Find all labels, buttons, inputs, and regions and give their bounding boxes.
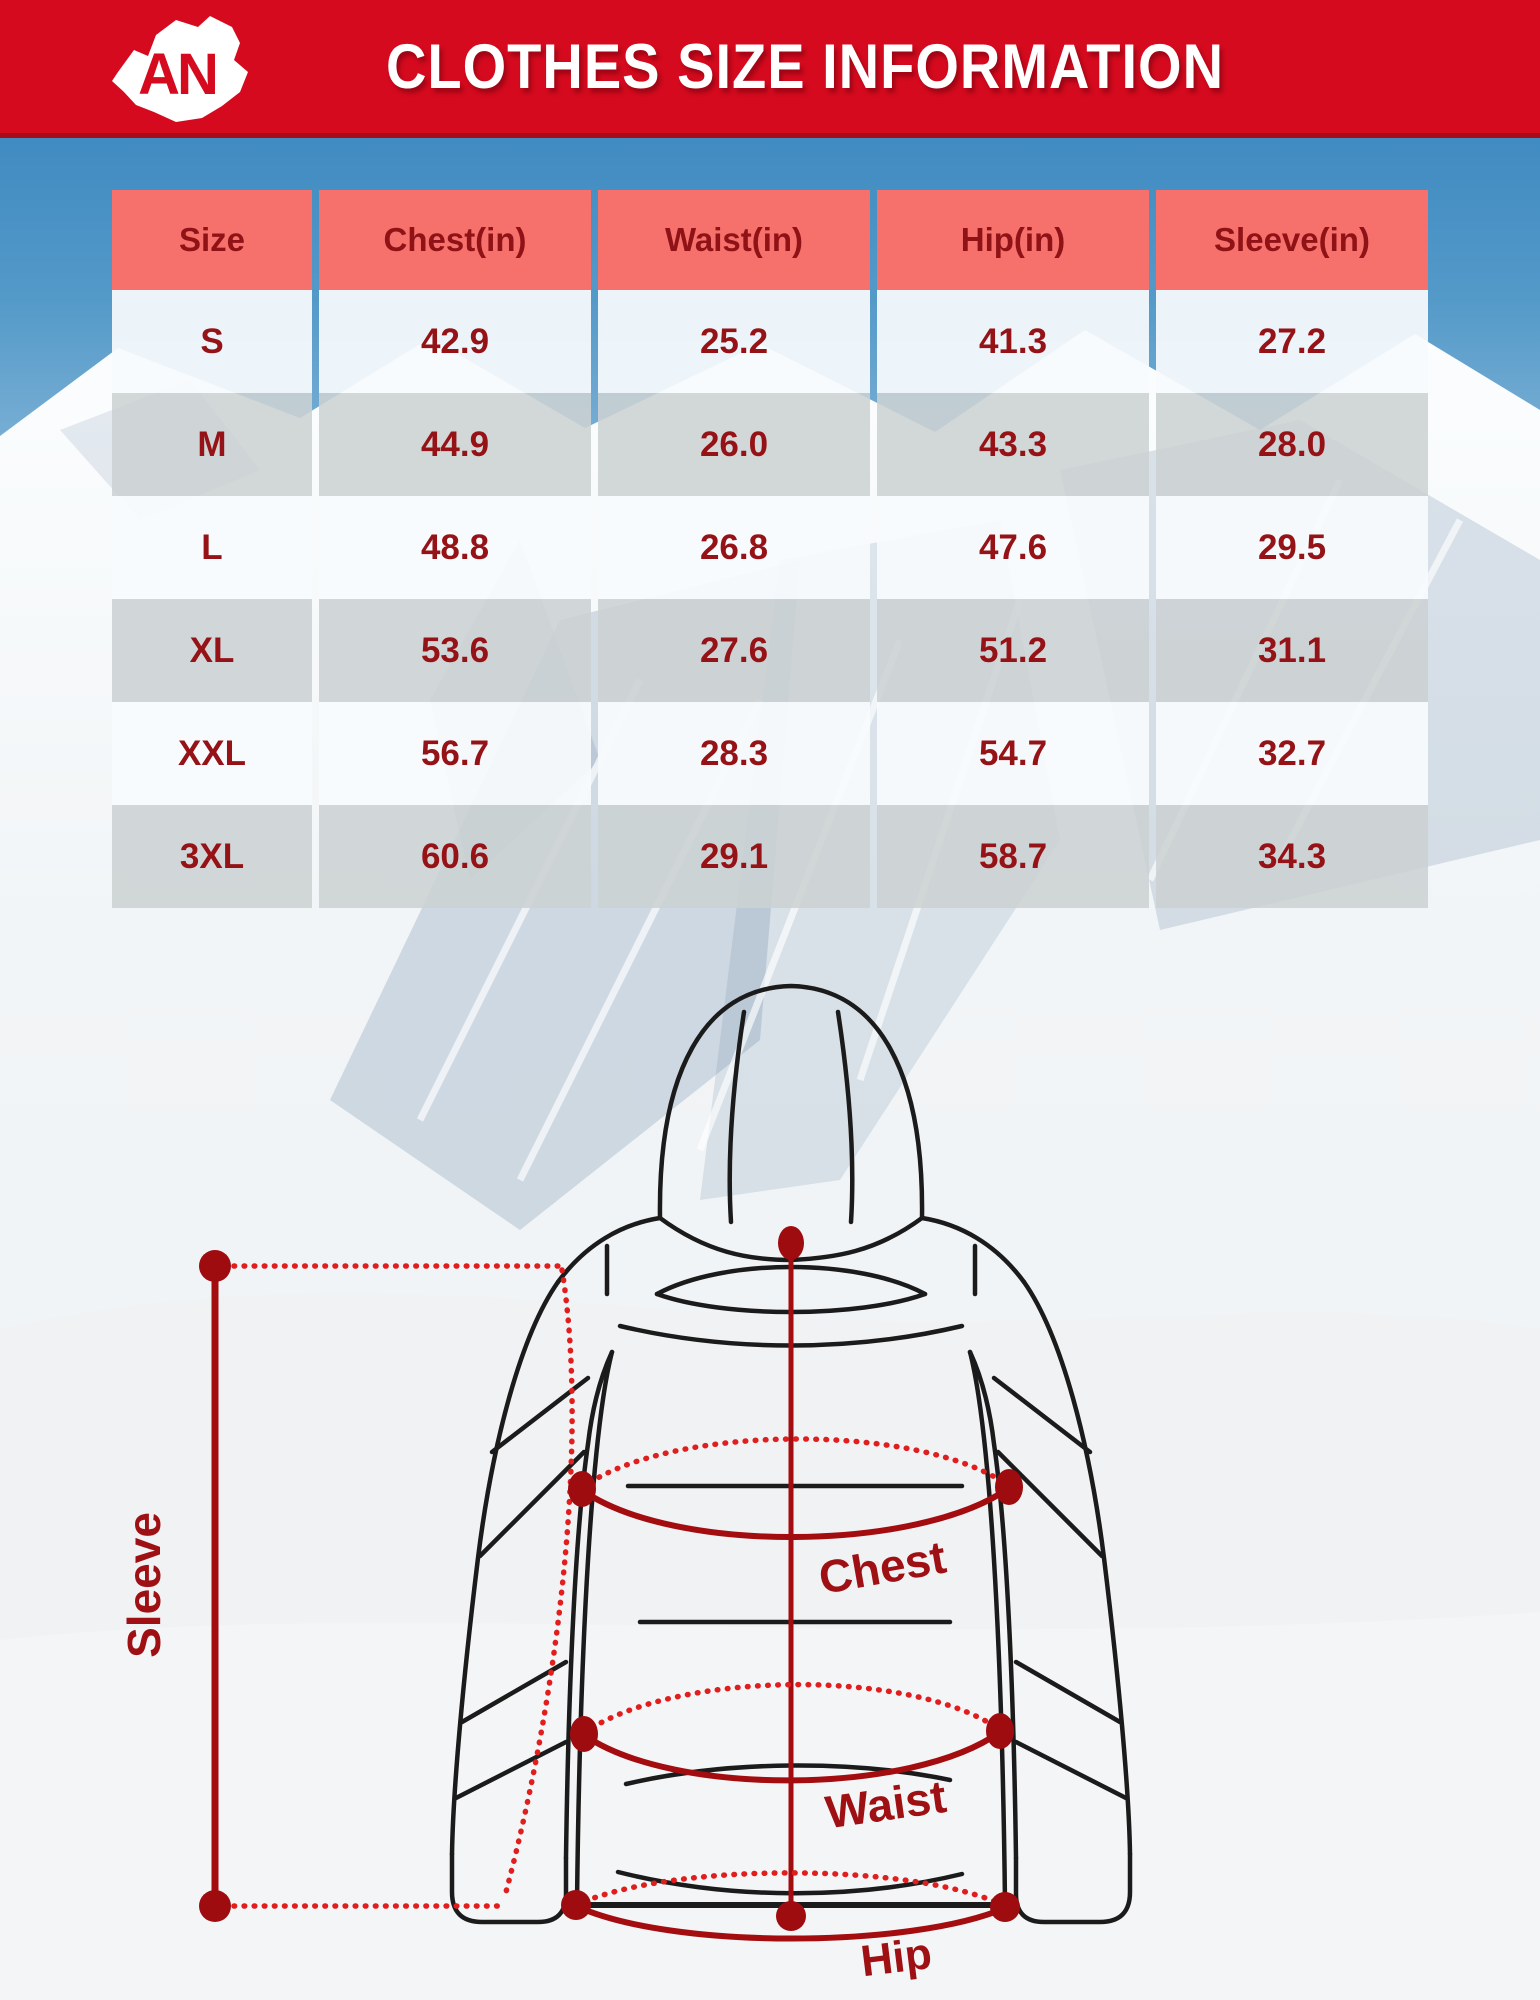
table-cell: 54.7 <box>877 702 1149 805</box>
size-cell: XXL <box>112 702 312 805</box>
table-cell: 47.6 <box>877 496 1149 599</box>
table-cell: 41.3 <box>877 290 1149 393</box>
column-header-sleeve-in: Sleeve(in) <box>1156 190 1428 290</box>
foreground-snow-light <box>0 1612 1540 2000</box>
size-cell: M <box>112 393 312 496</box>
page-title: CLOTHES SIZE INFORMATION <box>385 31 1225 102</box>
sleeve-label: Sleeve <box>118 1512 170 1658</box>
column-header-waist-in: Waist(in) <box>598 190 870 290</box>
logo-text: AN <box>138 42 216 107</box>
table-cell: 29.5 <box>1156 496 1428 599</box>
waist-label: Waist <box>822 1769 950 1839</box>
table-cell: 51.2 <box>877 599 1149 702</box>
size-cell: XL <box>112 599 312 702</box>
table-cell: 42.9 <box>319 290 591 393</box>
table-cell: 25.2 <box>598 290 870 393</box>
size-cell: L <box>112 496 312 599</box>
column-header-size: Size <box>112 190 312 290</box>
table-cell: 48.8 <box>319 496 591 599</box>
table-cell: 32.7 <box>1156 702 1428 805</box>
table-cell: 58.7 <box>877 805 1149 908</box>
table-cell: 53.6 <box>319 599 591 702</box>
table-cell: 27.2 <box>1156 290 1428 393</box>
column-header-hip-in: Hip(in) <box>877 190 1149 290</box>
hip-label: Hip <box>858 1928 935 1987</box>
table-cell: 26.8 <box>598 496 870 599</box>
table-cell: 27.6 <box>598 599 870 702</box>
table-cell: 44.9 <box>319 393 591 496</box>
chest-label: Chest <box>814 1530 950 1604</box>
table-cell: 26.0 <box>598 393 870 496</box>
size-cell: S <box>112 290 312 393</box>
table-cell: 43.3 <box>877 393 1149 496</box>
table-cell: 34.3 <box>1156 805 1428 908</box>
table-cell: 31.1 <box>1156 599 1428 702</box>
table-cell: 28.0 <box>1156 393 1428 496</box>
column-header-chest-in: Chest(in) <box>319 190 591 290</box>
size-table <box>112 190 1428 908</box>
table-cell: 28.3 <box>598 702 870 805</box>
header-bar <box>0 0 1540 138</box>
size-cell: 3XL <box>112 805 312 908</box>
table-cell: 60.6 <box>319 805 591 908</box>
table-cell: 56.7 <box>319 702 591 805</box>
table-cell: 29.1 <box>598 805 870 908</box>
